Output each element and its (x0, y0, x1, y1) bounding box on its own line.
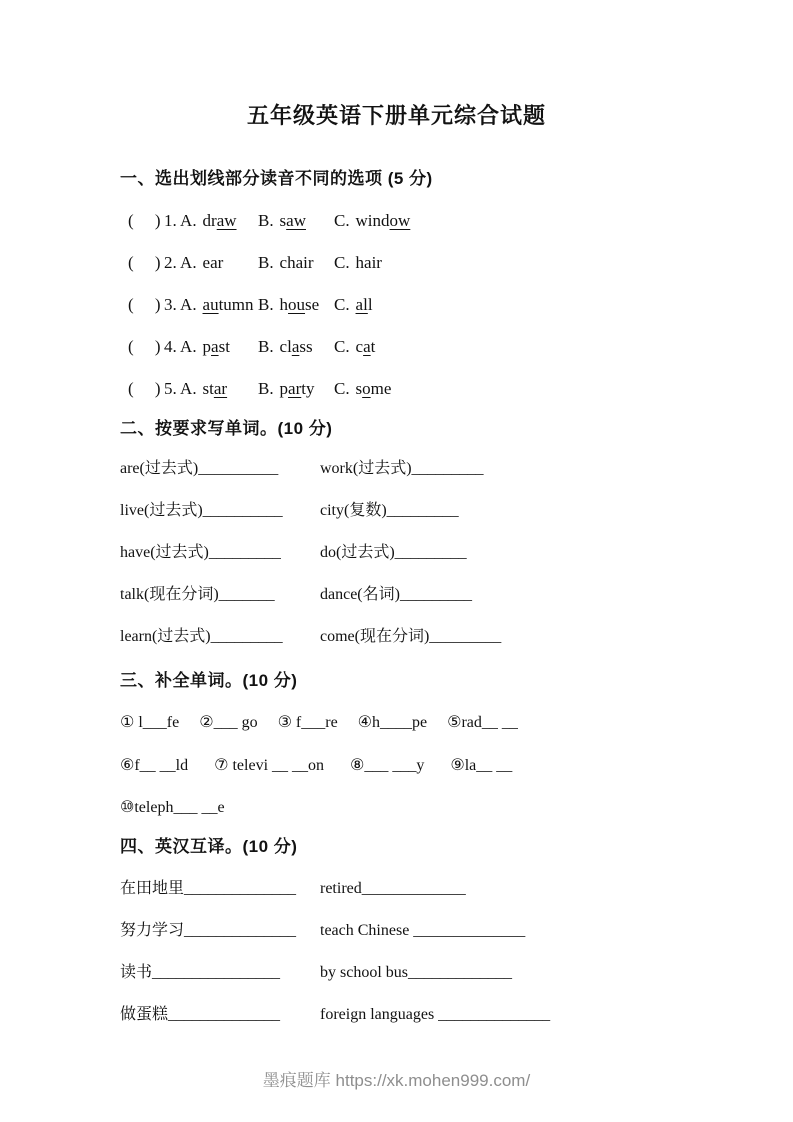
word-post: tumn (218, 295, 254, 314)
completion-item: ⑧___ ___y (350, 757, 425, 774)
fill-cell-right: dance(名词)_________ (320, 586, 472, 603)
question-row-3 (128, 294, 753, 315)
translation-row (120, 962, 753, 983)
option-label: 1. A. (164, 211, 197, 230)
translation-cell-left: 在田地里______________ (120, 880, 297, 897)
word-pre: s (355, 379, 363, 398)
option-a (164, 336, 258, 357)
fill-row (120, 584, 753, 605)
question-row-5 (128, 378, 753, 399)
word-post: se (305, 295, 320, 314)
fill-row (120, 542, 753, 563)
option-label: C. (334, 379, 350, 398)
translation-cell-right: retired_____________ (320, 880, 466, 897)
word-pre: hair (355, 253, 382, 272)
completion-item: ④h____pe (357, 714, 428, 731)
word-underlined: a (211, 337, 219, 356)
option-c (334, 252, 382, 273)
translation-cell-right: by school bus_____________ (320, 964, 512, 981)
completion-item: ⑩teleph___ __e (120, 799, 225, 816)
section3-heading: 三、补全单词。(10 分) (120, 671, 298, 690)
completion-item: ②___ go (199, 714, 258, 731)
option-c (334, 378, 391, 399)
fill-cell-left: talk(现在分词)_______ (120, 586, 275, 603)
option-a (164, 378, 258, 399)
option-label: 3. A. (164, 295, 197, 314)
word-underlined: al (355, 295, 368, 314)
fill-cell-right: work(过去式)_________ (320, 460, 484, 477)
completion-item: ① l___fe (120, 714, 180, 731)
word-underlined: aw (286, 211, 306, 230)
option-c (334, 294, 373, 315)
option-label: B. (258, 379, 274, 398)
word-underlined: ar (213, 379, 228, 398)
word-post: me (370, 379, 392, 398)
question-row-4 (128, 336, 753, 357)
translation-cell-left: 读书________________ (120, 964, 281, 981)
translation-row (120, 1004, 753, 1025)
word-pre: cl (279, 337, 292, 356)
option-a (164, 210, 258, 231)
fill-cell-left: have(过去式)_________ (120, 544, 281, 561)
completion-item: ③ f___re (277, 714, 338, 731)
word-underlined: ou (288, 295, 306, 314)
word-completion-row (120, 712, 753, 733)
word-post: st (218, 337, 230, 356)
question-row-2 (128, 252, 753, 273)
translation-row (120, 920, 753, 941)
completion-item: ⑤rad__ __ (447, 714, 518, 731)
option-label: B. (258, 295, 274, 314)
option-label: B. (258, 337, 274, 356)
word-completion-row (120, 755, 753, 776)
option-label: C. (334, 337, 350, 356)
word-pre: ear (202, 253, 224, 272)
word-underlined: aw (216, 211, 237, 230)
word-post: l (367, 295, 373, 314)
footer-credit: 墨痕题库 https://xk.mohen999.com/ (262, 1071, 531, 1090)
translation-row (120, 878, 753, 899)
word-pre: dr (202, 211, 217, 230)
option-c (334, 336, 375, 357)
question-row-1 (128, 210, 753, 231)
option-label: B. (258, 253, 274, 272)
fill-cell-right: do(过去式)_________ (320, 544, 467, 561)
fill-row (120, 626, 753, 647)
option-b (258, 210, 334, 231)
word-pre: chair (279, 253, 314, 272)
fill-cell-left: learn(过去式)_________ (120, 628, 283, 645)
translation-cell-left: 努力学习______________ (120, 922, 297, 939)
answer-parentheses: ( ) (128, 211, 161, 230)
fill-row (120, 500, 753, 521)
word-underlined: a (291, 337, 300, 356)
option-a (164, 294, 258, 315)
option-label: C. (334, 253, 350, 272)
fill-cell-left: are(过去式)__________ (120, 460, 279, 477)
option-label: B. (258, 211, 274, 230)
answer-parentheses: ( ) (128, 379, 161, 398)
option-label: 2. A. (164, 253, 197, 272)
word-pre: wind (355, 211, 390, 230)
option-b (258, 336, 334, 357)
word-underlined: o (362, 379, 371, 398)
word-pre: h (279, 295, 289, 314)
option-label: C. (334, 295, 350, 314)
word-post: t (370, 337, 376, 356)
option-b (258, 252, 334, 273)
completion-item: ⑨la__ __ (450, 757, 513, 774)
word-underlined: au (202, 295, 219, 314)
option-b (258, 378, 334, 399)
section4-heading: 四、英汉互译。(10 分) (120, 837, 298, 856)
answer-parentheses: ( ) (128, 253, 161, 272)
translation-cell-right: foreign languages ______________ (320, 1006, 551, 1023)
option-label: C. (334, 211, 350, 230)
section2-heading: 二、按要求写单词。(10 分) (120, 419, 333, 438)
answer-parentheses: ( ) (128, 295, 161, 314)
page-title: 五年级英语下册单元综合试题 (246, 103, 546, 128)
word-completion-row (120, 797, 753, 818)
completion-item: ⑦ televi __ __on (214, 757, 325, 774)
translation-cell-left: 做蛋糕______________ (120, 1006, 281, 1023)
word-pre: c (355, 337, 364, 356)
fill-row (120, 458, 753, 479)
fill-cell-right: city(复数)_________ (320, 502, 459, 519)
completion-item: ⑥f__ __ld (120, 757, 189, 774)
word-pre: p (202, 337, 212, 356)
word-pre: s (279, 211, 287, 230)
word-underlined: ar (288, 379, 302, 398)
word-pre: st (202, 379, 214, 398)
word-underlined: ow (389, 211, 411, 230)
word-post: ty (301, 379, 315, 398)
answer-parentheses: ( ) (128, 337, 161, 356)
word-post: ss (299, 337, 313, 356)
option-c (334, 210, 410, 231)
section1-heading: 一、选出划线部分读音不同的选项 (5 分) (120, 169, 433, 188)
option-label: 5. A. (164, 379, 197, 398)
fill-cell-left: live(过去式)__________ (120, 502, 283, 519)
translation-cell-right: teach Chinese ______________ (320, 922, 526, 939)
option-a (164, 252, 258, 273)
option-label: 4. A. (164, 337, 197, 356)
option-b (258, 294, 334, 315)
word-underlined: a (363, 337, 371, 356)
fill-cell-right: come(现在分词)_________ (320, 628, 502, 645)
word-pre: p (279, 379, 289, 398)
